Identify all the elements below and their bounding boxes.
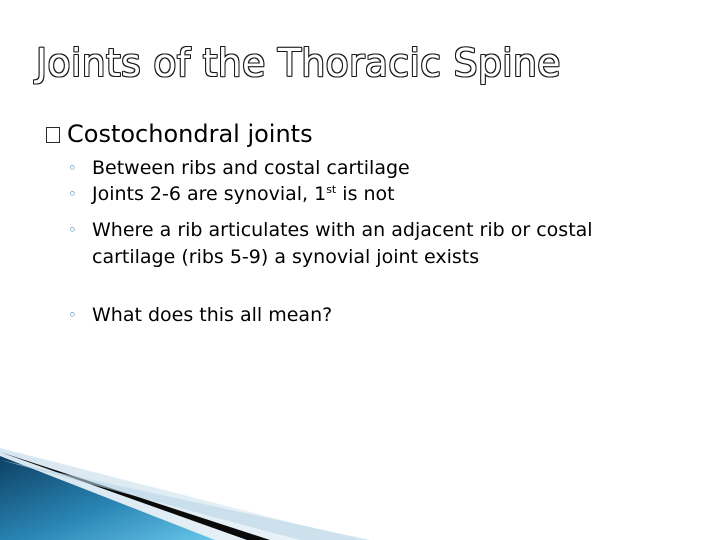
sub-item-text: Where a rib articulates with an adjacent rib or costal	[92, 219, 593, 241]
circle-bullet-icon: ◦	[68, 306, 77, 324]
sub-item-text	[92, 182, 395, 206]
circle-bullet-icon: ◦	[68, 185, 77, 203]
slide-title: Joints of the Thoracic Spine	[36, 41, 561, 85]
circle-bullet-icon: ◦	[68, 159, 77, 177]
sub-item-text: What does this all mean?	[92, 304, 333, 326]
sub-item-text: cartilage (ribs 5-9) a synovial joint exists	[92, 246, 480, 268]
sub-item-text: Between ribs and costal cartilage	[92, 157, 410, 179]
sub-item-text-post: is not	[336, 183, 395, 205]
sub-item-text-pre: Joints 2-6 are synovial, 1	[92, 183, 327, 205]
bullet-text: Costochondral joints	[67, 120, 313, 148]
bullet-costochondral	[46, 118, 313, 150]
checkbox-bullet-icon	[46, 127, 60, 143]
circle-bullet-icon: ◦	[68, 221, 77, 239]
sub-item-superscript: st	[326, 183, 337, 196]
